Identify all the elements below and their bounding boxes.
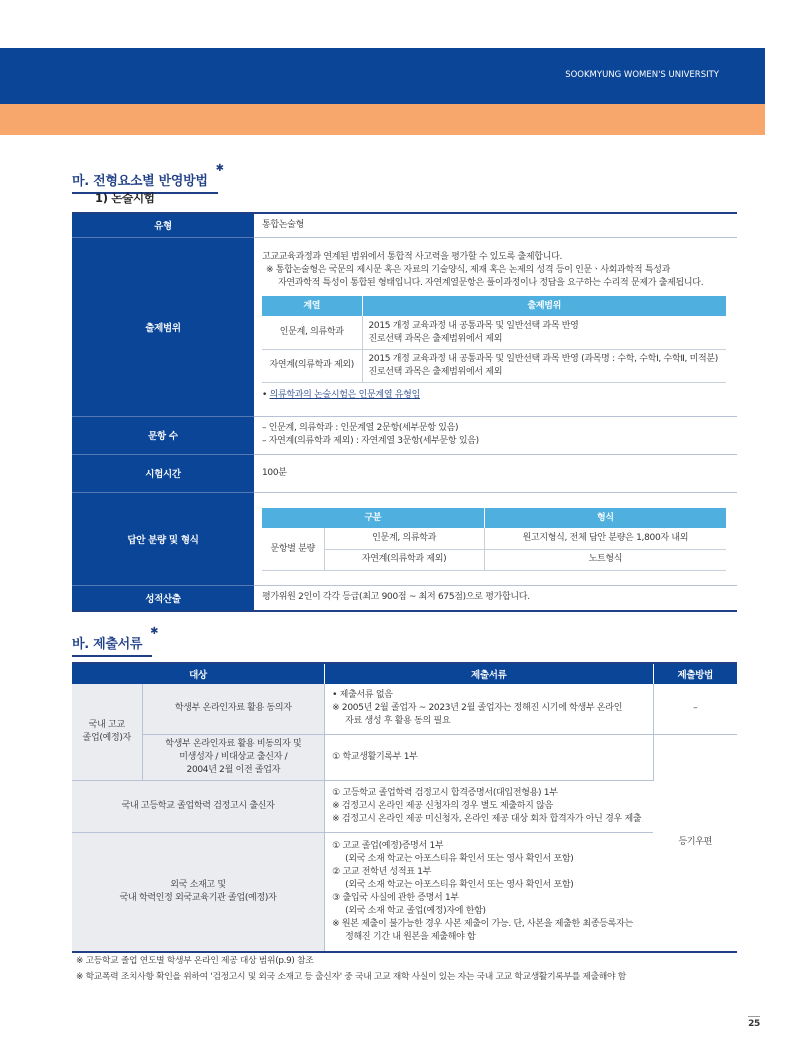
table-row (72, 454, 737, 492)
scope-text-2: ※ 통합논술형은 국문의 제시문 혹은 자료의 기술양식, 제재 혹은 논제의 성격 등이 인문ㆍ사회과학적 특성과 (266, 265, 671, 276)
doc-line: ※ 2005년 2월 졸업자 ~ 2023년 2월 졸업자는 정해진 시기에 학생부 온라인 (332, 703, 623, 714)
section-title-documents (72, 626, 159, 657)
scope-line: 진로선택 과목은 출제범위에서 제외 (368, 333, 503, 344)
count-line-1: – 인문계, 의류학과 : 인문계열 2문항(세부문항 있음) (262, 423, 459, 433)
bullet: • (262, 389, 270, 400)
table-row (262, 349, 726, 382)
university-name: SOOKMYUNG WOMEN'S UNIVERSITY (565, 70, 719, 80)
doc-line: ※ 원본 제출이 불가능한 경우 사본 제출이 가능. 단, 사본을 제출한 최종등록자는 (332, 918, 633, 929)
score-label: 성적산출 (72, 585, 254, 611)
time-label: 시험시간 (72, 454, 254, 492)
table-row (72, 780, 737, 832)
table-row (262, 316, 726, 349)
scope-cell-text (362, 349, 726, 382)
col-header-category: 구분 (262, 508, 484, 528)
time-value: 100분 (254, 454, 737, 492)
scope-text-1: 고교교육과정과 연계된 범위에서 통합적 사고력을 평가할 수 있도록 출제합니다. (262, 252, 563, 263)
documents-cell: ① 학교생활기록부 1부 (325, 734, 653, 780)
doc-line: (외국 소재 학교는 아포스티유 확인서 또는 영사 확인서 포함) (345, 853, 574, 864)
scope-note-text: 의류학과의 논술시험은 인문계열 유형임 (269, 389, 420, 400)
score-value: 평가위원 2인이 각각 등급(최고 900점 ~ 최저 675점)으로 평가합니다. (254, 585, 737, 611)
scope-text-3: 자연과학적 특성이 통합된 형태입니다. 자연계열문항은 풀이과정이나 정답을 요구하는 수리적 문제가 출제됩니다. (278, 278, 704, 289)
count-cell (254, 416, 737, 454)
method-cell: – (653, 684, 737, 734)
scope-inner-table (262, 296, 726, 383)
group-domestic: 국내 고교 졸업(예정)자 (72, 684, 142, 780)
col-header-target: 대상 (72, 663, 325, 684)
doc-line: ※ 검정고시 온라인 제공 신청자의 경우 별도 제출하지 않음 (332, 800, 553, 811)
answer-inner-table (262, 508, 726, 571)
method-mail: 등기우편 (653, 734, 737, 952)
count-line-2: – 자연계(의류학과 제외) : 자연계열 3문항(세부문항 있음) (262, 436, 479, 446)
target-cell: 학생부 온라인자료 활용 비동의자 및 미생성자 / 비대상교 출신자 / 2004년 2월 이전 졸업자 (142, 734, 325, 780)
footnote-1: ※ 고등학교 졸업 연도별 학생부 온라인 제공 대상 범위(p.9) 참조 (76, 956, 314, 966)
table-row (72, 832, 737, 952)
scope-line: 진로선택 과목은 출제범위에서 제외 (368, 366, 503, 377)
table-row (262, 528, 726, 549)
essay-exam-table (72, 212, 737, 612)
doc-line: (외국 소재 학교는 아포스티유 확인서 또는 영사 확인서 포함) (345, 879, 574, 890)
asterisk-icon: ✱ (215, 163, 224, 174)
table-row (72, 585, 737, 611)
scope-line: 2015 개정 교육과정 내 공통과목 및 일반선택 과목 반영 (과목명 : 수학, 수학Ⅰ, 수학Ⅱ, 미적분) (368, 353, 718, 364)
scope-note (262, 389, 729, 402)
group-cell: 문항별 분량 (262, 528, 324, 570)
documents-cell (325, 832, 653, 952)
table-row (72, 734, 737, 780)
track-cell: 자연계(의류학과 제외) (324, 549, 484, 570)
scope-label: 출제범위 (72, 237, 254, 416)
col-header-documents: 제출서류 (325, 663, 653, 684)
footnote-2: ※ 학교폭력 조치사항 확인을 위하여 '검정고시 및 외국 소재고 등 출신자' 중 국내 고교 재학 사실이 있는 자는 국내 고교 학교생활기록부를 제출해야 함 (76, 972, 626, 982)
scope-line: 2015 개정 교육과정 내 공통과목 및 일반선택 과목 반영 (368, 320, 579, 331)
target-cell: 외국 소재고 및 국내 학력인정 외국교육기관 졸업(예정)자 (72, 832, 325, 952)
table-row (72, 684, 737, 734)
col-header-method: 제출방법 (653, 663, 737, 684)
doc-line: ① 고등학교 졸업학력 검정고시 합격증명서(대입전형용) 1부 (332, 787, 558, 798)
type-label: 유형 (72, 213, 254, 237)
doc-line: (외국 소재 학교 졸업(예정)자에 한함) (345, 905, 486, 916)
table-row (72, 492, 737, 585)
section-title-text: 마. 전형요소별 반영방법 (72, 174, 208, 189)
target-cell: 학생부 온라인자료 활용 동의자 (142, 684, 325, 734)
documents-table (72, 662, 737, 953)
doc-line: 자료 생성 후 활용 동의 필요 (345, 716, 451, 727)
table-row (262, 549, 726, 570)
doc-line: • 제출서류 없음 (332, 690, 393, 701)
col-header-scope: 출제범위 (362, 296, 726, 316)
table-row (72, 213, 737, 237)
doc-line: ③ 출입국 사실에 관한 증명서 1부 (332, 892, 459, 903)
documents-cell (325, 780, 653, 832)
answer-cell (254, 492, 737, 585)
doc-line: ① 고교 졸업(예정)증명서 1부 (332, 840, 444, 851)
target-cell: 국내 고등학교 졸업학력 검정고시 출신자 (72, 780, 325, 832)
documents-cell (325, 684, 653, 734)
col-header-track: 계열 (262, 296, 362, 316)
track-cell: 인문계, 의류학과 (262, 316, 362, 349)
scope-cell-text (362, 316, 726, 349)
count-label: 문항 수 (72, 416, 254, 454)
type-value: 통합논술형 (254, 213, 737, 237)
page-number: 25 (748, 1016, 760, 1029)
doc-line: 정해진 기간 내 원본을 제출해야 함 (345, 931, 476, 942)
answer-label: 답안 분량 및 형식 (72, 492, 254, 585)
format-cell: 원고지형식, 전체 답안 분량은 1,800자 내외 (484, 528, 726, 549)
subsection-essay-exam: 1) 논술시험 (95, 191, 155, 205)
header-band (0, 48, 765, 104)
scope-cell (254, 237, 737, 416)
asterisk-icon: ✱ (150, 626, 159, 637)
header-accent-band (0, 104, 765, 135)
section-title-text: 바. 제출서류 (72, 637, 143, 652)
doc-line: ② 고교 전학년 성적표 1부 (332, 866, 432, 877)
track-cell: 인문계, 의류학과 (324, 528, 484, 549)
doc-line: ※ 검정고시 온라인 제공 미신청자, 온라인 제공 대상 회차 합격자가 아닌 경우 제출 (332, 813, 642, 824)
track-cell: 자연계(의류학과 제외) (262, 349, 362, 382)
col-header-format: 형식 (484, 508, 726, 528)
format-cell: 노트형식 (484, 549, 726, 570)
table-row (72, 237, 737, 416)
table-row (72, 416, 737, 454)
